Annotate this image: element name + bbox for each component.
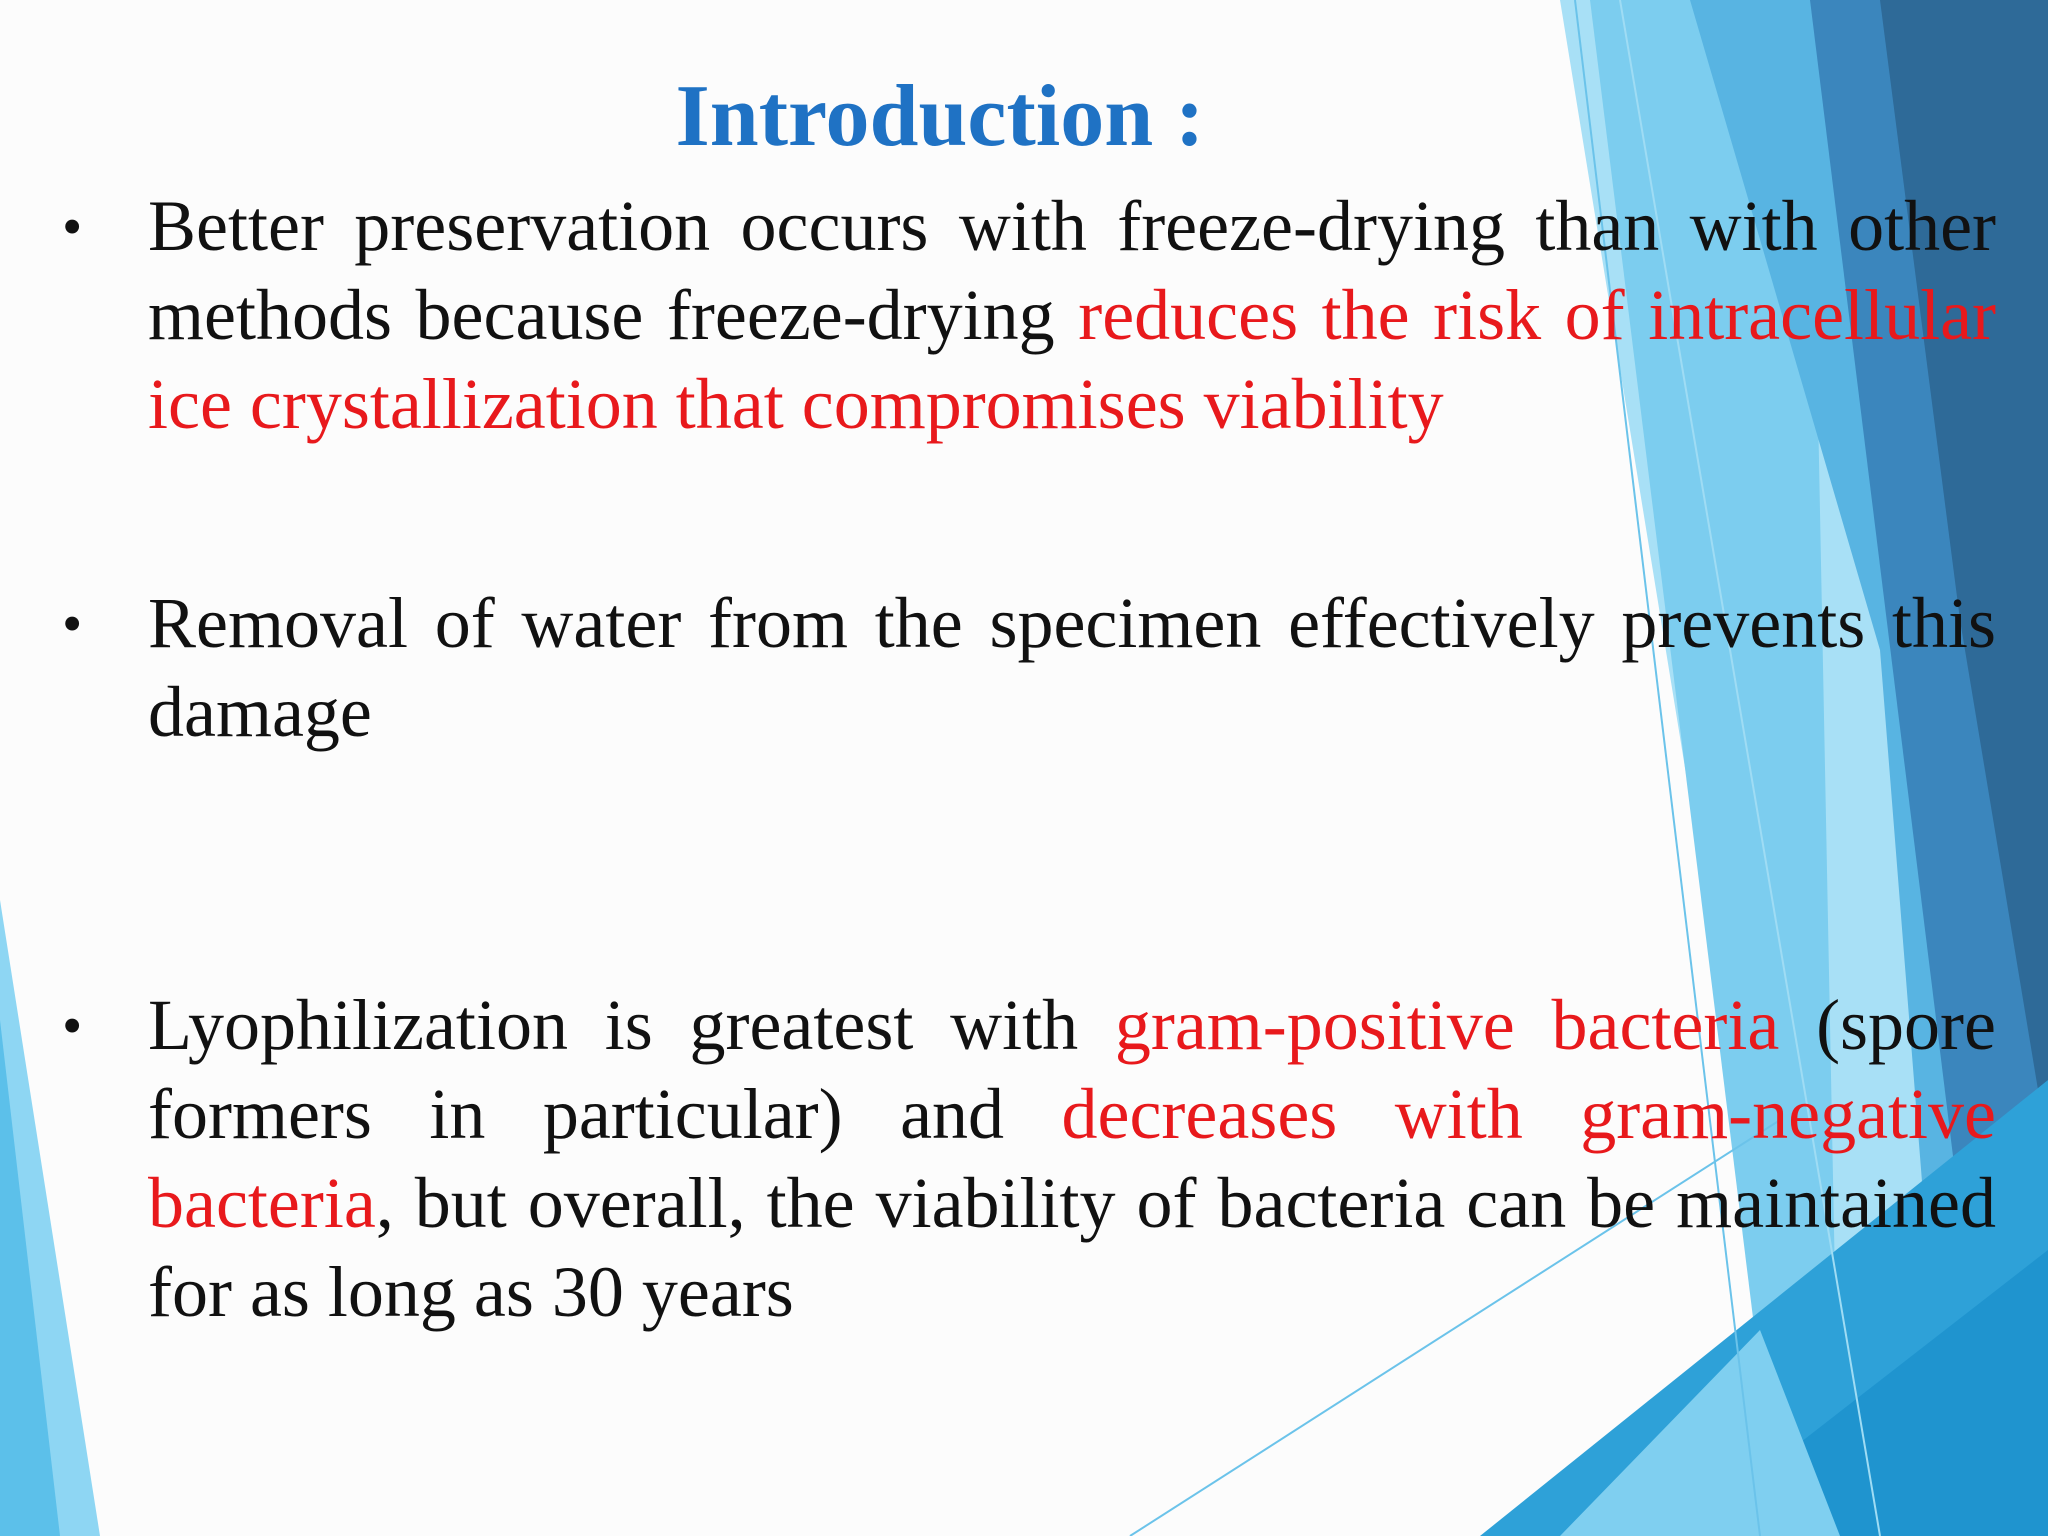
slide-title: Introduction : — [675, 68, 1205, 165]
bullet-item — [62, 981, 1996, 1337]
bullet-text: Removal of water from the specimen effectively prevents this damage — [148, 583, 1996, 752]
bullet-text: Lyophilization is greatest with — [148, 985, 1115, 1065]
bullet-highlight-text: decreases with gram-negative bacteria — [148, 1074, 1996, 1243]
bullet-item — [62, 579, 1996, 757]
bullet-highlight-text: reduces the risk of intracellular ice crystallization that compromises viability — [148, 275, 1997, 444]
bullet-marker: • — [62, 591, 83, 656]
bullet-text: , but overall, the viability of bacteria can be maintained for as long as 30 years — [148, 1163, 1996, 1332]
bullet-marker: • — [62, 993, 83, 1058]
bullet-text: (spore formers in particular) and — [148, 985, 1996, 1154]
bullet-marker: • — [62, 194, 83, 259]
bullet-item — [62, 182, 1997, 449]
bullet-highlight-text: gram-positive bacteria — [1114, 985, 1780, 1065]
bullet-text: Better preservation occurs with freeze-drying than with other methods because freeze-drying — [148, 186, 1996, 355]
